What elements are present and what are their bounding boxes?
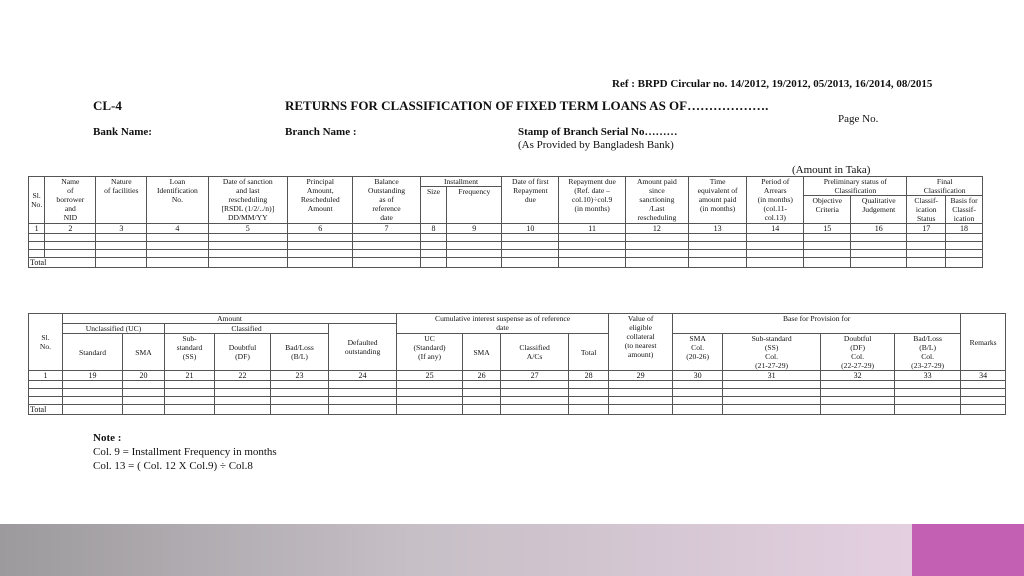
- col-number: 10: [502, 224, 559, 234]
- col-number: 18: [946, 224, 983, 234]
- form-code: CL-4: [93, 98, 122, 113]
- col-installment: Installment: [420, 177, 502, 187]
- col-sl: Sl. No.: [29, 314, 63, 371]
- table-row[interactable]: [29, 389, 1006, 397]
- col-number: 19: [63, 371, 123, 381]
- col-number: 20: [123, 371, 165, 381]
- col-borrower-name: Name of borrower and NID: [45, 177, 96, 224]
- col-number: 7: [353, 224, 420, 234]
- col-number: 11: [559, 224, 625, 234]
- col-balance: Balance Outstanding as of reference date: [353, 177, 420, 224]
- col-uc: UC (Standard) (If any): [397, 334, 463, 371]
- col-classified-acs: Classified A/Cs: [501, 334, 569, 371]
- branch-name-label: Branch Name :: [285, 126, 357, 138]
- col-arrears: Period of Arrears (in months) (col.11- col.13): [747, 177, 804, 224]
- col-number: 21: [165, 371, 215, 381]
- col-number: 1: [29, 371, 63, 381]
- table-row[interactable]: [29, 397, 1006, 405]
- note-block: [93, 431, 277, 473]
- col-base-provision: Base for Provision for: [673, 314, 961, 334]
- col-objective: Objective Criteria: [804, 196, 851, 224]
- classification-table: [28, 176, 983, 268]
- total-label: Total: [29, 258, 96, 268]
- table-row[interactable]: [29, 242, 983, 250]
- col-sma: SMA: [123, 334, 165, 371]
- col-badloss: Bad/Loss (B/L): [271, 334, 329, 371]
- col-number: 22: [215, 371, 271, 381]
- column-number-row: [29, 371, 1006, 381]
- col-number: 1: [29, 224, 45, 234]
- col-total: Total: [569, 334, 609, 371]
- col-number: 17: [907, 224, 946, 234]
- col-principal: Principal Amount, Rescheduled Amount: [288, 177, 353, 224]
- col-qualitative: Qualitative Judgement: [851, 196, 907, 224]
- col-sma-interest: SMA: [463, 334, 501, 371]
- col-substandard: Sub- standard (SS): [165, 334, 215, 371]
- page-title: RETURNS FOR CLASSIFICATION OF FIXED TERM LOANS AS OF……………….: [285, 98, 769, 113]
- col-installment-frequency: Frequency: [447, 187, 502, 224]
- col-number: 23: [271, 371, 329, 381]
- col-number: 4: [147, 224, 208, 234]
- note-heading: Note :: [93, 432, 122, 444]
- col-number: 3: [96, 224, 147, 234]
- amount-unit-label: (Amount in Taka): [792, 164, 871, 176]
- col-number: 14: [747, 224, 804, 234]
- col-ss-base: Sub-standard (SS) Col. (21-27-29): [723, 334, 821, 371]
- col-standard: Standard: [63, 334, 123, 371]
- col-number: 31: [723, 371, 821, 381]
- table-row[interactable]: [29, 381, 1006, 389]
- col-number: 28: [569, 371, 609, 381]
- col-classified: Classified: [165, 324, 329, 334]
- footer-bar: [0, 524, 912, 576]
- col-remarks: Remarks: [961, 314, 1006, 371]
- note-line-2: Col. 13 = ( Col. 12 X Col.9) ÷ Col.8: [93, 460, 253, 472]
- col-number: 26: [463, 371, 501, 381]
- col-preliminary-status: Preliminary status of Classification: [804, 177, 907, 196]
- col-sma-base: SMA Col. (20-26): [673, 334, 723, 371]
- col-number: 33: [895, 371, 961, 381]
- col-sl: Sl. No.: [29, 177, 45, 224]
- provision-table: [28, 313, 1006, 415]
- col-classif-status: Classif- ication Status: [907, 196, 946, 224]
- col-date-sanction: Date of sanction and last rescheduling [RSDL (1/2/../n)] DD/MM/YY: [208, 177, 288, 224]
- col-number: 32: [821, 371, 895, 381]
- col-number: 25: [397, 371, 463, 381]
- col-number: 24: [329, 371, 397, 381]
- col-defaulted: Defaulted outstanding: [329, 324, 397, 371]
- ref-circular: Ref : BRPD Circular no. 14/2012, 19/2012, 05/2013, 16/2014, 08/2015: [612, 78, 933, 90]
- col-basis: Basis for Classif- ication: [946, 196, 983, 224]
- col-number: 6: [288, 224, 353, 234]
- col-doubtful: Doubtful (DF): [215, 334, 271, 371]
- col-loan-id: Loan Identification No.: [147, 177, 208, 224]
- column-number-row: [29, 224, 983, 234]
- col-repayment-due: Repayment due (Ref. date – col.10)÷col.9 (in months): [559, 177, 625, 224]
- col-time-equivalent: Time equivalent of amount paid (in months): [689, 177, 747, 224]
- col-df-base: Doubtful (DF) Col. (22-27-29): [821, 334, 895, 371]
- bank-name-label: Bank Name:: [93, 126, 152, 138]
- col-number: 27: [501, 371, 569, 381]
- col-number: 2: [45, 224, 96, 234]
- note-line-1: Col. 9 = Installment Frequency in months: [93, 446, 277, 458]
- col-number: 16: [851, 224, 907, 234]
- stamp-label: Stamp of Branch Serial No………: [518, 126, 678, 138]
- col-number: 29: [609, 371, 673, 381]
- col-cumulative-interest: Cumulative interest suspense as of reference date: [397, 314, 609, 334]
- page-no-label: Page No.: [838, 113, 879, 125]
- col-first-repayment: Date of first Repayment due: [502, 177, 559, 224]
- col-collateral: Value of eligible collateral (to nearest amount): [609, 314, 673, 371]
- col-amount-paid: Amount paid since sanctioning /Last rescheduling: [625, 177, 688, 224]
- table-row[interactable]: [29, 250, 983, 258]
- col-number: 13: [689, 224, 747, 234]
- col-amount: Amount: [63, 314, 397, 324]
- col-number: 15: [804, 224, 851, 234]
- col-nature: Nature of facilities: [96, 177, 147, 224]
- col-number: 12: [625, 224, 688, 234]
- total-label: Total: [29, 405, 63, 415]
- provided-label: (As Provided by Bangladesh Bank): [518, 139, 674, 151]
- col-bl-base: Bad/Loss (B/L) Col. (23-27-29): [895, 334, 961, 371]
- col-number: 5: [208, 224, 288, 234]
- col-number: 34: [961, 371, 1006, 381]
- total-row: [29, 405, 1006, 415]
- footer-accent-box: [912, 524, 1024, 576]
- table-row[interactable]: [29, 234, 983, 242]
- col-final-classification: Final Classification: [907, 177, 983, 196]
- col-unclassified: Unclassified (UC): [63, 324, 165, 334]
- col-number: 9: [447, 224, 502, 234]
- col-number: 8: [420, 224, 447, 234]
- col-installment-size: Size: [420, 187, 447, 224]
- col-number: 30: [673, 371, 723, 381]
- total-row: [29, 258, 983, 268]
